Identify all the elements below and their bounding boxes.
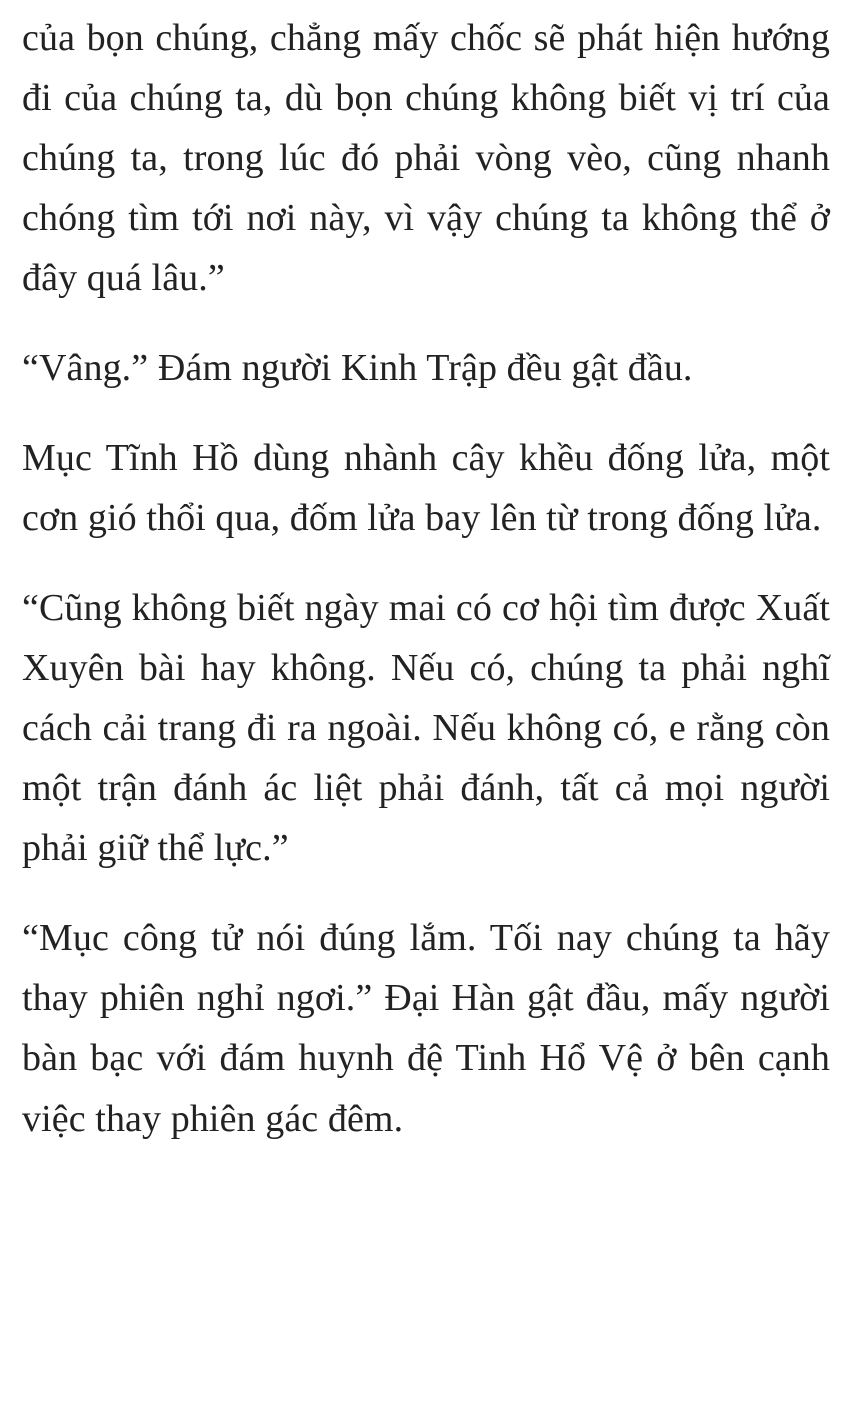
paragraph: “Vâng.” Đám người Kinh Trập đều gật đầu. <box>22 347 693 390</box>
paragraph: Mục Tĩnh Hồ dùng nhành cây khều đống lửa, một cơn gió thổi qua, đốm lửa bay lên từ trong đống lửa. <box>22 437 830 540</box>
paragraph: “Mục công tử nói đúng lắm. Tối nay chúng ta hãy thay phiên nghỉ ngơi.” Đại Hàn gật đầu, mấy người bàn bạc với đám huynh đệ Tinh Hổ Vệ ở bên cạnh việc thay phiên gác đêm. <box>22 917 830 1140</box>
paragraph: của bọn chúng, chẳng mấy chốc sẽ phát hiện hướng đi của chúng ta, dù bọn chúng không biết vị trí của chúng ta, trong lúc đó phải vòng vèo, cũng nhanh chóng tìm tới nơi này, vì vậy chúng ta không thể ở đây quá lâu.” <box>22 17 830 300</box>
paragraph: “Cũng không biết ngày mai có cơ hội tìm được Xuất Xuyên bài hay không. Nếu có, chúng ta phải nghĩ cách cải trang đi ra ngoài. Nếu không có, e rằng còn một trận đánh ác liệt phải đánh, tất cả mọi người phải giữ thể lực.” <box>22 587 830 870</box>
